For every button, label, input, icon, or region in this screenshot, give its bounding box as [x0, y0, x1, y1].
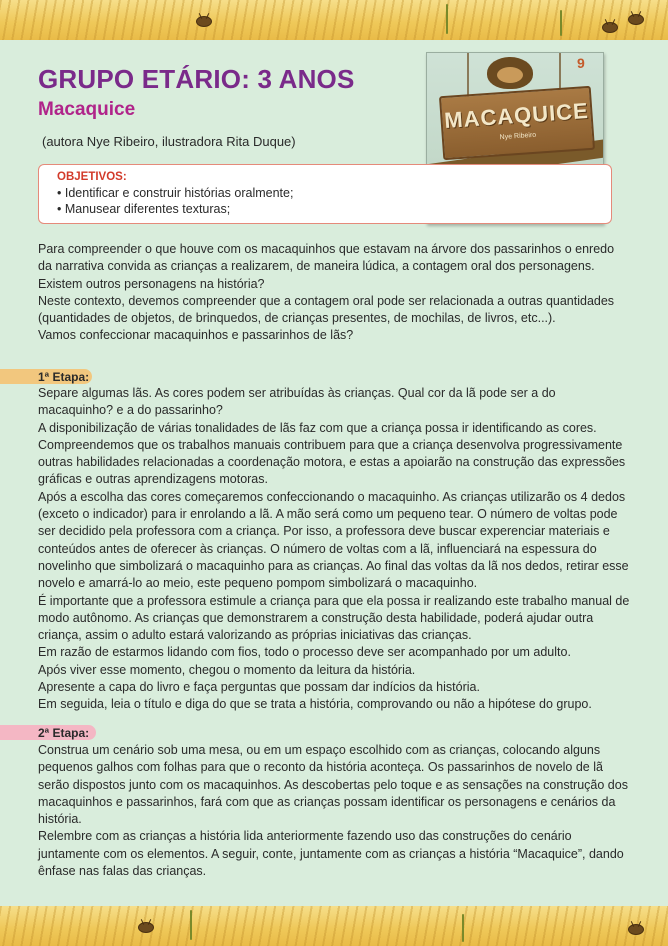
objective-item: • Manusear diferentes texturas;: [57, 201, 611, 217]
cover-sign: [439, 86, 595, 160]
stage-2-paragraph: Construa um cenário sob uma mesa, ou em um espaço escolhido com as crianças, colocando alguns pequenos galhos com folhas para que o reconto da história aconteça. Os passarinhos de novelo de lã serão dispostos junto com os macaquinhos. As descobertas pelo toque e as sensações na construção dos macaquinhos e passarinhos, fará com que as crianças possam identificar os personagens e cenários da história.: [38, 743, 628, 827]
cover-number-decoration: 9: [577, 55, 585, 71]
stage-1-paragraph: A disponibilização de várias tonalidades de lãs faz com que a criança possa ir identificando as cores. Compreendemos que os trabalhos manuais contribuem para que a criança desenvolva progressivamente outras habilidades relacionadas a coordenação motora, e estas a apoiarão na construção das expressões gráficas e outras aprendizagens motoras.: [38, 420, 626, 487]
stage-1-paragraph: É importante que a professora estimule a criança para que ela possa ir realizando este trabalho manual de modo autônomo. As crianças que demonstrarem a construção desta habilidade, poderá ajudar outra criança, assim o adulto estará valorizando as próprias iniciativas das crianças.: [38, 593, 630, 643]
stage-1-text: [38, 385, 630, 714]
intro-paragraph: Para compreender o que houve com os macaquinhos que estavam na árvore dos passarinhos o enredo da narrativa convida as crianças a realizarem, de maneira lúdica, a contagem oral dos personagens. Existem outros personagens na história?: [38, 242, 615, 291]
grass-sprig-illustration: [446, 4, 448, 34]
stage-1-paragraph: Apresente a capa do livro e faça perguntas que possam dar indícios da história.: [38, 680, 480, 695]
author-credits: (autora Nye Ribeiro, ilustradora Rita Duque): [42, 134, 296, 149]
stage-2-paragraph: Relembre com as crianças a história lida anteriormente fazendo uso das construções do cenário juntamente com os elementos. A seguir, conte, juntamente com as crianças a história “Macaquice”, dando ênfase nas falas das crianças.: [38, 829, 624, 879]
insect-illustration: [628, 924, 644, 935]
stage-1-paragraph: Separe algumas lãs. As cores podem ser atribuídas às crianças. Qual cor da lã pode ser a do macaquinho? e a do passarinho?: [38, 386, 556, 418]
intro-text: [38, 241, 628, 345]
objectives-list: [57, 185, 611, 217]
cover-author: Nye Ribeiro: [499, 131, 537, 142]
stage-1-paragraph: Após viver esse momento, chegou o momento da leitura da história.: [38, 662, 416, 677]
top-decorative-band: [0, 0, 668, 40]
stage-1-paragraph: Após a escolha das cores começaremos confeccionando o macaquinho. As crianças utilizarão os 4 dedos (exceto o indicador) para ir enrolando a lã. A mão será como um pequeno tear. O número de voltas pode ser decidido pela professora com a criança. Por isso, a professora deve buscar experenciar materiais e conteúdos antes de oferecer às crianças. O número de voltas com a lã, influenciará na espessura do novelinho que simbolizará o macaquinho para as crianças. Ao final das voltas da lã nos dedos, retirar esse novelo e amarrá-lo ao meio, este pequeno pompom simbolizará o macaquinho.: [38, 489, 629, 591]
stage-1-label: 1ª Etapa:: [0, 369, 92, 384]
insect-illustration: [602, 22, 618, 33]
grass-sprig-illustration: [462, 914, 464, 942]
stage-1-paragraph: Em razão de estarmos lidando com fios, todo o processo deve ser acompanhado por um adulto.: [38, 645, 571, 660]
stage-2-text: [38, 742, 630, 880]
objectives-title: OBJETIVOS:: [57, 171, 127, 183]
insect-illustration: [196, 16, 212, 27]
grass-sprig-illustration: [190, 910, 192, 940]
objective-item: • Identificar e construir histórias oralmente;: [57, 185, 611, 201]
objectives-box: [38, 164, 612, 224]
stage-1-paragraph: Em seguida, leia o título e diga do que se trata a história, comprovando ou não a hipótese do grupo.: [38, 697, 592, 712]
book-title: Macaquice: [38, 99, 136, 120]
grass-sprig-illustration: [560, 10, 562, 36]
page-title: GRUPO ETÁRIO: 3 ANOS: [38, 64, 355, 94]
bottom-decorative-band: [0, 906, 668, 946]
intro-paragraph: Neste contexto, devemos compreender que a contagem oral pode ser relacionada a outras quantidades (quantidades de objetos, de brinquedos, de crianças presentes, de mochilas, de livros, etc...).: [38, 293, 615, 326]
insect-illustration: [628, 14, 644, 25]
sign-rope: [467, 53, 469, 97]
stage-2-label: 2ª Etapa:: [0, 725, 96, 740]
insect-illustration: [138, 922, 154, 933]
intro-paragraph: Vamos confeccionar macaquinhos e passarinhos de lãs?: [38, 328, 354, 343]
monkey-illustration: [487, 57, 533, 89]
cover-title: MACAQUICE: [443, 98, 590, 134]
